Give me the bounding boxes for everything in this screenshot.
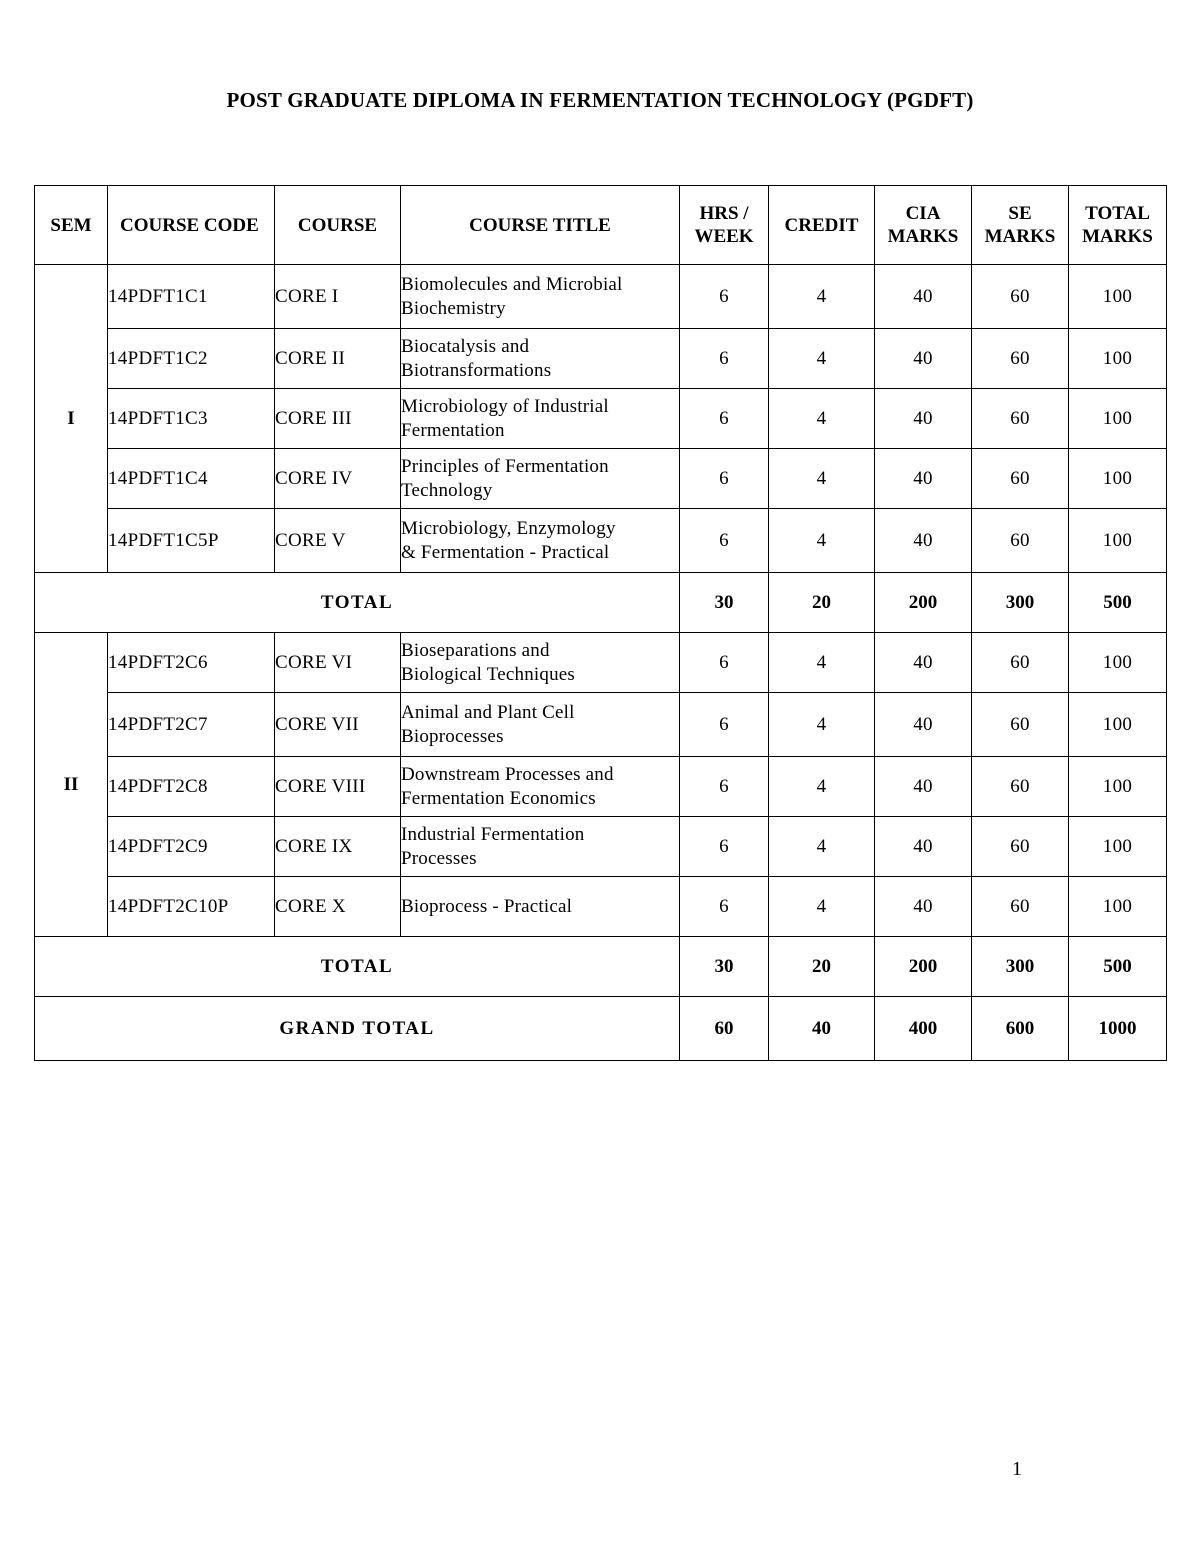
course-title: Microbiology of Industrial Fermentation (401, 389, 680, 449)
course-title: Downstream Processes and Fermentation Economics (401, 757, 680, 817)
total-total: 500 (1069, 937, 1167, 997)
page-number: 1 (1012, 1458, 1022, 1480)
grand-total-cia: 400 (875, 997, 972, 1061)
se-marks: 60 (972, 389, 1069, 449)
course-type: CORE VI (275, 633, 401, 693)
total-marks: 100 (1069, 509, 1167, 573)
cia-marks: 40 (875, 449, 972, 509)
credit: 4 (769, 389, 875, 449)
course-title: Bioprocess - Practical (401, 877, 680, 937)
se-marks: 60 (972, 757, 1069, 817)
hrs-week: 6 (680, 265, 769, 329)
hrs-week: 6 (680, 389, 769, 449)
credit: 4 (769, 449, 875, 509)
hrs-week: 6 (680, 693, 769, 757)
course-title: Biocatalysis and Biotransformations (401, 329, 680, 389)
cia-marks: 40 (875, 633, 972, 693)
table-row (35, 265, 1167, 329)
table-row (35, 877, 1167, 937)
hrs-week: 6 (680, 757, 769, 817)
total-marks: 100 (1069, 633, 1167, 693)
course-code: 14PDFT1C2 (108, 329, 275, 389)
table-row (35, 509, 1167, 573)
total-total: 500 (1069, 573, 1167, 633)
course-type: CORE VII (275, 693, 401, 757)
credit: 4 (769, 877, 875, 937)
grand-total-hrs: 60 (680, 997, 769, 1061)
course-type: CORE X (275, 877, 401, 937)
total-marks: 100 (1069, 329, 1167, 389)
table-row (35, 693, 1167, 757)
course-code: 14PDFT1C4 (108, 449, 275, 509)
total-cia: 200 (875, 937, 972, 997)
se-marks: 60 (972, 265, 1069, 329)
table-row (35, 389, 1167, 449)
cia-marks: 40 (875, 389, 972, 449)
course-type: CORE III (275, 389, 401, 449)
credit: 4 (769, 757, 875, 817)
course-title: Animal and Plant Cell Bioprocesses (401, 693, 680, 757)
hrs-week: 6 (680, 633, 769, 693)
grand-total-total: 1000 (1069, 997, 1167, 1061)
total-marks: 100 (1069, 265, 1167, 329)
total-marks: 100 (1069, 449, 1167, 509)
header-course-title: COURSE TITLE (401, 186, 680, 265)
hrs-week: 6 (680, 509, 769, 573)
total-se: 300 (972, 573, 1069, 633)
header-se-marks: SE MARKS (972, 186, 1069, 265)
cia-marks: 40 (875, 265, 972, 329)
credit: 4 (769, 817, 875, 877)
credit: 4 (769, 509, 875, 573)
course-type: CORE I (275, 265, 401, 329)
cia-marks: 40 (875, 329, 972, 389)
total-hrs: 30 (680, 573, 769, 633)
course-title: Industrial Fermentation Processes (401, 817, 680, 877)
hrs-week: 6 (680, 817, 769, 877)
total-hrs: 30 (680, 937, 769, 997)
course-type: CORE IX (275, 817, 401, 877)
cia-marks: 40 (875, 817, 972, 877)
total-cia: 200 (875, 573, 972, 633)
se-marks: 60 (972, 693, 1069, 757)
credit: 4 (769, 329, 875, 389)
semester-total-label: TOTAL (35, 573, 680, 633)
grand-total-se: 600 (972, 997, 1069, 1061)
table-row (35, 329, 1167, 389)
header-course-code: COURSE CODE (108, 186, 275, 265)
course-title: Bioseparations and Biological Techniques (401, 633, 680, 693)
grand-total-label: GRAND TOTAL (35, 997, 680, 1061)
table-row (35, 449, 1167, 509)
se-marks: 60 (972, 877, 1069, 937)
total-marks: 100 (1069, 817, 1167, 877)
hrs-week: 6 (680, 449, 769, 509)
course-type: CORE IV (275, 449, 401, 509)
se-marks: 60 (972, 633, 1069, 693)
semester-total-row (35, 573, 1167, 633)
se-marks: 60 (972, 817, 1069, 877)
document-title: POST GRADUATE DIPLOMA IN FERMENTATION TECHNOLOGY (PGDFT) (226, 88, 974, 112)
table-row (35, 817, 1167, 877)
table-row (35, 633, 1167, 693)
total-marks: 100 (1069, 757, 1167, 817)
total-marks: 100 (1069, 877, 1167, 937)
cia-marks: 40 (875, 877, 972, 937)
semester-total-label: TOTAL (35, 937, 680, 997)
grand-total-credit: 40 (769, 997, 875, 1061)
hrs-week: 6 (680, 877, 769, 937)
header-cia-marks: CIA MARKS (875, 186, 972, 265)
course-type: CORE II (275, 329, 401, 389)
header-sem: SEM (35, 186, 108, 265)
total-se: 300 (972, 937, 1069, 997)
total-credit: 20 (769, 573, 875, 633)
course-code: 14PDFT1C1 (108, 265, 275, 329)
grand-total-row (35, 997, 1167, 1061)
course-code: 14PDFT2C7 (108, 693, 275, 757)
header-credit: CREDIT (769, 186, 875, 265)
course-title: Microbiology, Enzymology & Fermentation - Practical (401, 509, 680, 573)
course-title: Principles of Fermentation Technology (401, 449, 680, 509)
semester-label: I (35, 265, 108, 573)
course-code: 14PDFT2C8 (108, 757, 275, 817)
header-total-marks: TOTAL MARKS (1069, 186, 1167, 265)
header-hrs-week: HRS / WEEK (680, 186, 769, 265)
course-code: 14PDFT2C10P (108, 877, 275, 937)
course-type: CORE V (275, 509, 401, 573)
course-code: 14PDFT1C3 (108, 389, 275, 449)
header-course: COURSE (275, 186, 401, 265)
total-marks: 100 (1069, 693, 1167, 757)
semester-total-row (35, 937, 1167, 997)
credit: 4 (769, 633, 875, 693)
cia-marks: 40 (875, 509, 972, 573)
total-credit: 20 (769, 937, 875, 997)
total-marks: 100 (1069, 389, 1167, 449)
cia-marks: 40 (875, 693, 972, 757)
se-marks: 60 (972, 449, 1069, 509)
credit: 4 (769, 693, 875, 757)
credit: 4 (769, 265, 875, 329)
course-code: 14PDFT2C9 (108, 817, 275, 877)
header-row (35, 186, 1167, 265)
course-type: CORE VIII (275, 757, 401, 817)
semester-label: II (35, 633, 108, 937)
course-code: 14PDFT1C5P (108, 509, 275, 573)
curriculum-table (34, 185, 1167, 1061)
table-row (35, 757, 1167, 817)
course-code: 14PDFT2C6 (108, 633, 275, 693)
se-marks: 60 (972, 329, 1069, 389)
cia-marks: 40 (875, 757, 972, 817)
course-title: Biomolecules and Microbial Biochemistry (401, 265, 680, 329)
se-marks: 60 (972, 509, 1069, 573)
hrs-week: 6 (680, 329, 769, 389)
